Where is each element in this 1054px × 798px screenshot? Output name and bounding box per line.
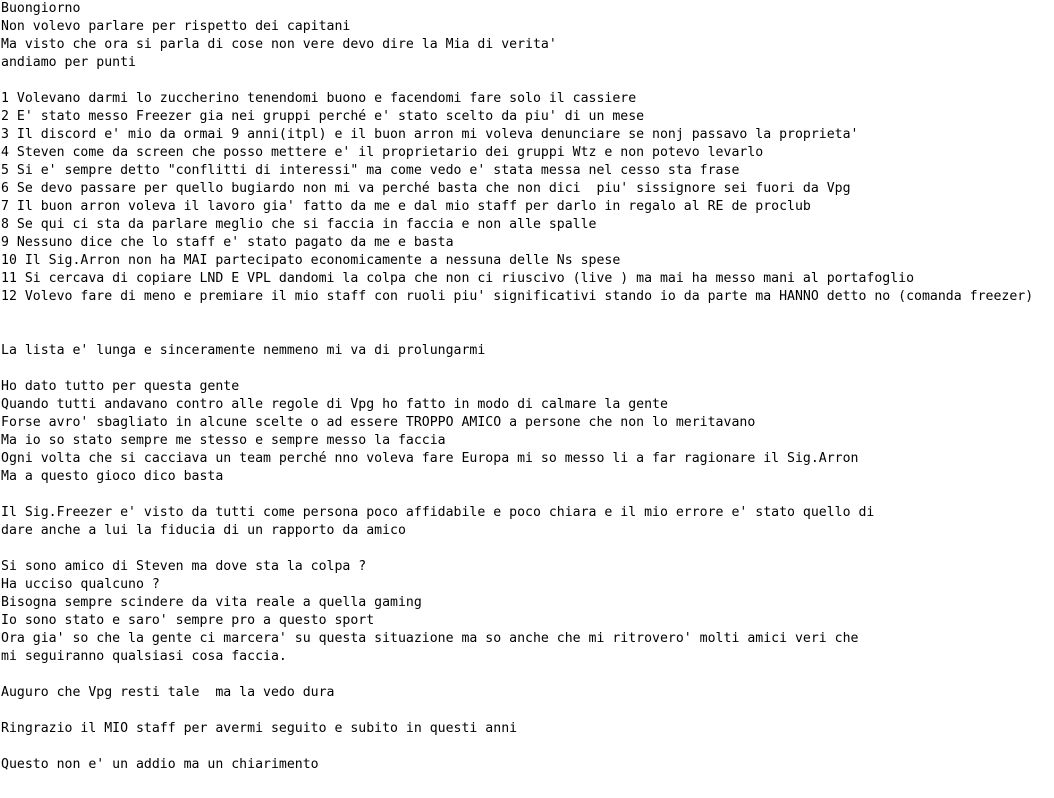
text-line — [1, 324, 1033, 342]
text-line: Forse avro' sbagliato in alcune scelte o ad essere TROPPO AMICO a persone che non lo meritavano — [1, 415, 756, 430]
text-line: 6 Se devo passare per quello bugiardo non mi va perché basta che non dici piu' sissignore sei fuori da Vpg — [1, 181, 851, 196]
text-line: Ringrazio il MIO staff per avermi seguito e subito in questi anni — [1, 721, 518, 736]
text-line: Ogni volta che si cacciava un team perché nno voleva fare Europa mi so messo li a far ragionare il Sig.Arron — [1, 451, 859, 466]
text-line — [1, 486, 1033, 504]
text-line: Si sono amico di Steven ma dove sta la colpa ? — [1, 559, 367, 574]
text-line: Non volevo parlare per rispetto dei capitani — [1, 19, 351, 34]
text-line — [1, 702, 1033, 720]
text-line: Il Sig.Freezer e' visto da tutti come persona poco affidabile e poco chiara e il mio errore e' stato quello di — [1, 505, 875, 520]
text-line — [1, 738, 1033, 756]
text-line — [1, 360, 1033, 378]
text-line: mi seguiranno qualsiasi cosa faccia. — [1, 649, 287, 664]
text-line: 5 Si e' sempre detto "conflitti di interessi" ma come vedo e' stata messa nel cesso sta frase — [1, 163, 740, 178]
text-line: 3 Il discord e' mio da ormai 9 anni(itpl) e il buon arron mi voleva denunciare se nonj passavo la proprieta' — [1, 127, 859, 142]
text-line: 4 Steven come da screen che posso mettere e' il proprietario dei gruppi Wtz e non potevo levarlo — [1, 145, 764, 160]
text-line: 11 Si cercava di copiare LND E VPL dandomi la colpa che non ci riuscivo (live ) ma mai ha messo mani al portafoglio — [1, 271, 915, 286]
text-line: 2 E' stato messo Freezer gia nei gruppi perché e' stato scelto da piu' di un mese — [1, 109, 645, 124]
text-line: Io sono stato e saro' sempre pro a questo sport — [1, 613, 375, 628]
text-line: 9 Nessuno dice che lo staff e' stato pagato da me e basta — [1, 235, 454, 250]
text-line: La lista e' lunga e sinceramente nemmeno mi va di prolungarmi — [1, 343, 486, 358]
text-line: Ma visto che ora si parla di cose non vere devo dire la Mia di verita' — [1, 37, 557, 52]
text-line: Buongiorno — [1, 1, 81, 16]
text-line: 7 Il buon arron voleva il lavoro gia' fatto da me e dal mio staff per darlo in regalo al RE de proclub — [1, 199, 811, 214]
text-line — [1, 306, 1033, 324]
document-text[interactable] — [1, 0, 1033, 774]
text-line: Quando tutti andavano contro alle regole di Vpg ho fatto in modo di calmare la gente — [1, 397, 668, 412]
text-line: Ora gia' so che la gente ci marcera' su questa situazione ma so anche che mi ritrovero' molti amici veri che — [1, 631, 859, 646]
text-line — [1, 666, 1033, 684]
text-line — [1, 72, 1033, 90]
text-line: andiamo per punti — [1, 55, 136, 70]
text-line: Ma a questo gioco dico basta — [1, 469, 224, 484]
text-line — [1, 540, 1033, 558]
text-line: Questo non e' un addio ma un chiarimento — [1, 757, 319, 772]
text-line: 1 Volevano darmi lo zuccherino tenendomi buono e facendomi fare solo il cassiere — [1, 91, 637, 106]
text-line: Bisogna sempre scindere da vita reale a quella gaming — [1, 595, 422, 610]
text-line: 8 Se qui ci sta da parlare meglio che si faccia in faccia e non alle spalle — [1, 217, 597, 232]
text-line: Ho dato tutto per questa gente — [1, 379, 240, 394]
text-line: 12 Volevo fare di meno e premiare il mio staff con ruoli piu' significativi stando io da parte ma HANNO detto no (comanda freezer) — [1, 289, 1034, 304]
text-line: 10 Il Sig.Arron non ha MAI partecipato economicamente a nessuna delle Ns spese — [1, 253, 621, 268]
text-line: dare anche a lui la fiducia di un rapporto da amico — [1, 523, 406, 538]
text-line: Ha ucciso qualcuno ? — [1, 577, 160, 592]
text-line: Auguro che Vpg resti tale ma la vedo dura — [1, 685, 335, 700]
text-line: Ma io so stato sempre me stesso e sempre messo la faccia — [1, 433, 446, 448]
